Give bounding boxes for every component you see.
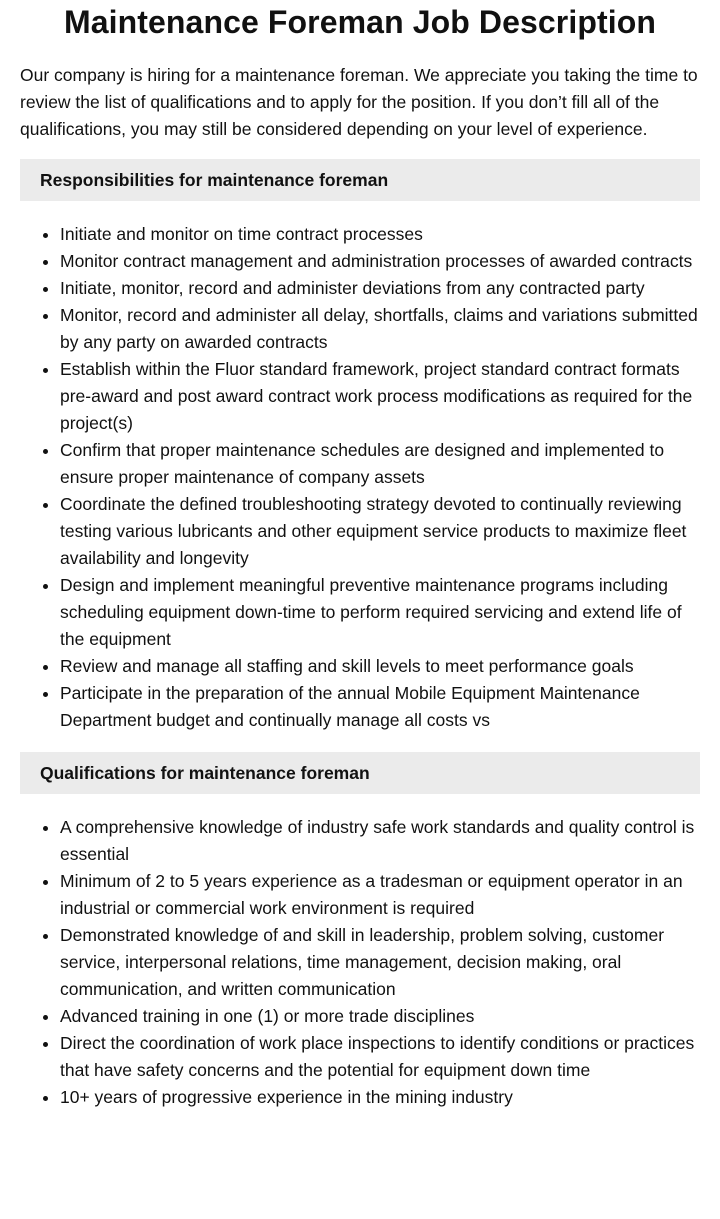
list-item: • Review and manage all staffing and skill levels to meet performance goals: [60, 653, 700, 680]
intro-paragraph: Our company is hiring for a maintenance foreman. We appreciate you taking the time to review the list of qualifications and to apply for the position. If you don’t fill all of the qualifications, you may still be considered depending on your level of experience.: [20, 65, 698, 139]
list-item: • Participate in the preparation of the annual Mobile Equipment Maintenance Department budget and continually manage all costs vs: [60, 680, 700, 734]
responsibilities-heading: Responsibilities for maintenance foreman: [20, 159, 700, 201]
qualifications-list: [20, 814, 700, 1111]
list-item: • Coordinate the defined troubleshooting strategy devoted to continually reviewing testing various lubricants and other equipment service products to maximize fleet availability and longevity: [60, 491, 700, 572]
list-item: • Monitor contract management and administration processes of awarded contracts: [60, 248, 700, 275]
list-item: • Confirm that proper maintenance schedules are designed and implemented to ensure proper maintenance of company assets: [60, 437, 700, 491]
list-item: • Minimum of 2 to 5 years experience as a tradesman or equipment operator in an industrial or commercial work environment is required: [60, 868, 700, 922]
page-title: Maintenance Foreman Job Description: [63, 4, 657, 40]
list-item: • Establish within the Fluor standard framework, project standard contract formats pre-award and post award contract work process modifications as required for the project(s): [60, 356, 700, 437]
responsibilities-list: [20, 221, 700, 734]
qualifications-heading: Qualifications for maintenance foreman: [20, 752, 700, 794]
list-item: • Demonstrated knowledge of and skill in leadership, problem solving, customer service, interpersonal relations, time management, decision making, oral communication, and written communication: [60, 922, 700, 1003]
list-item: • Monitor, record and administer all delay, shortfalls, claims and variations submitted by any party on awarded contracts: [60, 302, 700, 356]
list-item: • Design and implement meaningful preventive maintenance programs including scheduling equipment down-time to perform required servicing and extend life of the equipment: [60, 572, 700, 653]
list-item: • Initiate and monitor on time contract processes: [60, 221, 700, 248]
list-item: • Initiate, monitor, record and administer deviations from any contracted party: [60, 275, 700, 302]
list-item: • Direct the coordination of work place inspections to identify conditions or practices that have safety concerns and the potential for equipment down time: [60, 1030, 700, 1084]
list-item: • A comprehensive knowledge of industry safe work standards and quality control is essential: [60, 814, 700, 868]
list-item: • Advanced training in one (1) or more trade disciplines: [60, 1003, 700, 1030]
list-item: • 10+ years of progressive experience in the mining industry: [60, 1084, 700, 1111]
